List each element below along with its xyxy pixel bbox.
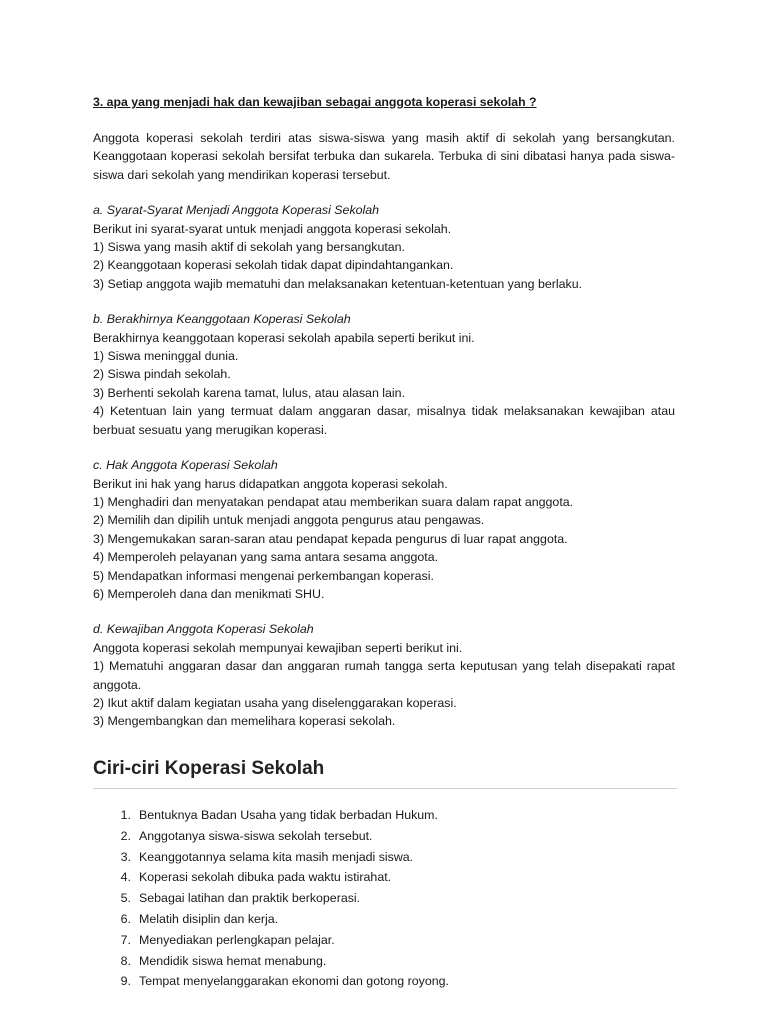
list-item: [93, 930, 677, 951]
list-item: 2) Keanggotaan koperasi sekolah tidak dapat dipindahtangankan.: [93, 258, 454, 273]
section-lead: Berakhirnya keanggotaan koperasi sekolah apabila seperti berikut ini.: [93, 330, 475, 345]
list-text: Anggotanya siswa-siswa sekolah tersebut.: [139, 828, 373, 843]
list-item: 1) Siswa meninggal dunia.: [93, 349, 239, 364]
section-title: a. Syarat-Syarat Menjadi Anggota Koperasi Sekolah: [93, 203, 380, 218]
list-item: 4) Ketentuan lain yang termuat dalam anggaran dasar, misalnya tidak melaksanakan kewajiban atau berbuat sesuatu yang merugikan koperasi.: [93, 404, 675, 437]
list-text: Bentuknya Badan Usaha yang tidak berbadan Hukum.: [139, 808, 438, 822]
section-title: c. Hak Anggota Koperasi Sekolah: [93, 458, 278, 473]
section-kewajiban: [93, 620, 675, 730]
section-lead: Anggota koperasi sekolah mempunyai kewajiban seperti berikut ini.: [93, 640, 463, 655]
list-number: 8.: [120, 953, 131, 968]
list-item: [93, 909, 677, 930]
section-lead: Berikut ini hak yang harus didapatkan anggota koperasi sekolah.: [93, 476, 448, 491]
list-item: 3) Setiap anggota wajib mematuhi dan melaksanakan ketentuan-ketentuan yang berlaku.: [93, 276, 583, 291]
section-syarat: [93, 201, 675, 293]
section-berakhirnya: [93, 310, 675, 439]
intro-block: [93, 129, 675, 184]
list-number: 3.: [120, 849, 131, 864]
list-item: 1) Menghadiri dan menyatakan pendapat atau memberikan suara dalam rapat anggota.: [93, 494, 574, 509]
list-item: 3) Mengemukakan saran-saran atau pendapat kepada pengurus di luar rapat anggota.: [93, 531, 568, 546]
list-number: 4.: [120, 870, 131, 885]
section-title: b. Berakhirnya Keanggotaan Koperasi Sekolah: [93, 312, 351, 327]
section-hak: [93, 456, 675, 603]
document-body: [93, 94, 675, 748]
list-number: 1.: [120, 808, 131, 822]
list-text: Menyediakan perlengkapan pelajar.: [139, 932, 335, 947]
list-item: [93, 805, 677, 826]
list-item: [93, 867, 677, 888]
list-text: Mendidik siswa hemat menabung.: [139, 953, 327, 968]
list-item: 4) Memperoleh pelayanan yang sama antara sesama anggota.: [93, 550, 439, 565]
list-item: 2) Memilih dan dipilih untuk menjadi anggota pengurus atau pengawas.: [93, 513, 485, 528]
list-number: 7.: [120, 932, 131, 947]
list-text: Keanggotannya selama kita masih menjadi siswa.: [139, 849, 414, 864]
intro-paragraph: Anggota koperasi sekolah terdiri atas siswa-siswa yang masih aktif di sekolah yang bersangkutan. Keanggotaan koperasi sekolah bersifat terbuka dan sukarela. Terbuka di sini dibatasi hanya pada siswa-siswa dari sekolah yang mendirikan koperasi tersebut.: [93, 131, 675, 182]
list-number: 9.: [120, 974, 131, 989]
list-item: [93, 951, 677, 972]
list-text: Melatih disiplin dan kerja.: [139, 911, 279, 926]
list-number: 5.: [120, 891, 131, 906]
list-item: 5) Mendapatkan informasi mengenai perkembangan koperasi.: [93, 568, 434, 583]
list-item: [93, 971, 677, 992]
list-item: 3) Berhenti sekolah karena tamat, lulus, atau alasan lain.: [93, 385, 406, 400]
list-text: Tempat menyelanggarakan ekonomi dan gotong royong.: [139, 974, 449, 989]
section-title: d. Kewajiban Anggota Koperasi Sekolah: [93, 622, 314, 637]
list-item: [93, 888, 677, 909]
list-text: Sebagai latihan dan praktik berkoperasi.: [139, 891, 361, 906]
list-number: 6.: [120, 911, 131, 926]
list-item: 3) Mengembangkan dan memelihara koperasi sekolah.: [93, 714, 396, 729]
question-heading: 3. apa yang menjadi hak dan kewajiban sebagai anggota koperasi sekolah ?: [93, 95, 537, 109]
list-number: 2.: [120, 828, 131, 843]
list-item: [93, 826, 677, 847]
ciri-list: [93, 805, 677, 992]
section-lead: Berikut ini syarat-syarat untuk menjadi anggota koperasi sekolah.: [93, 221, 452, 236]
list-item: 2) Siswa pindah sekolah.: [93, 367, 231, 382]
list-item: 6) Memperoleh dana dan menikmati SHU.: [93, 586, 325, 601]
list-item: 2) Ikut aktif dalam kegiatan usaha yang diselenggarakan koperasi.: [93, 695, 457, 710]
ciri-heading: Ciri-ciri Koperasi Sekolah: [93, 756, 677, 789]
list-text: Koperasi sekolah dibuka pada waktu istirahat.: [139, 870, 392, 885]
list-item: 1) Mematuhi anggaran dasar dan anggaran rumah tangga serta keputusan yang telah disepakati rapat anggota.: [93, 659, 675, 692]
list-item: [93, 847, 677, 868]
list-item: 1) Siswa yang masih aktif di sekolah yang bersangkutan.: [93, 240, 406, 255]
